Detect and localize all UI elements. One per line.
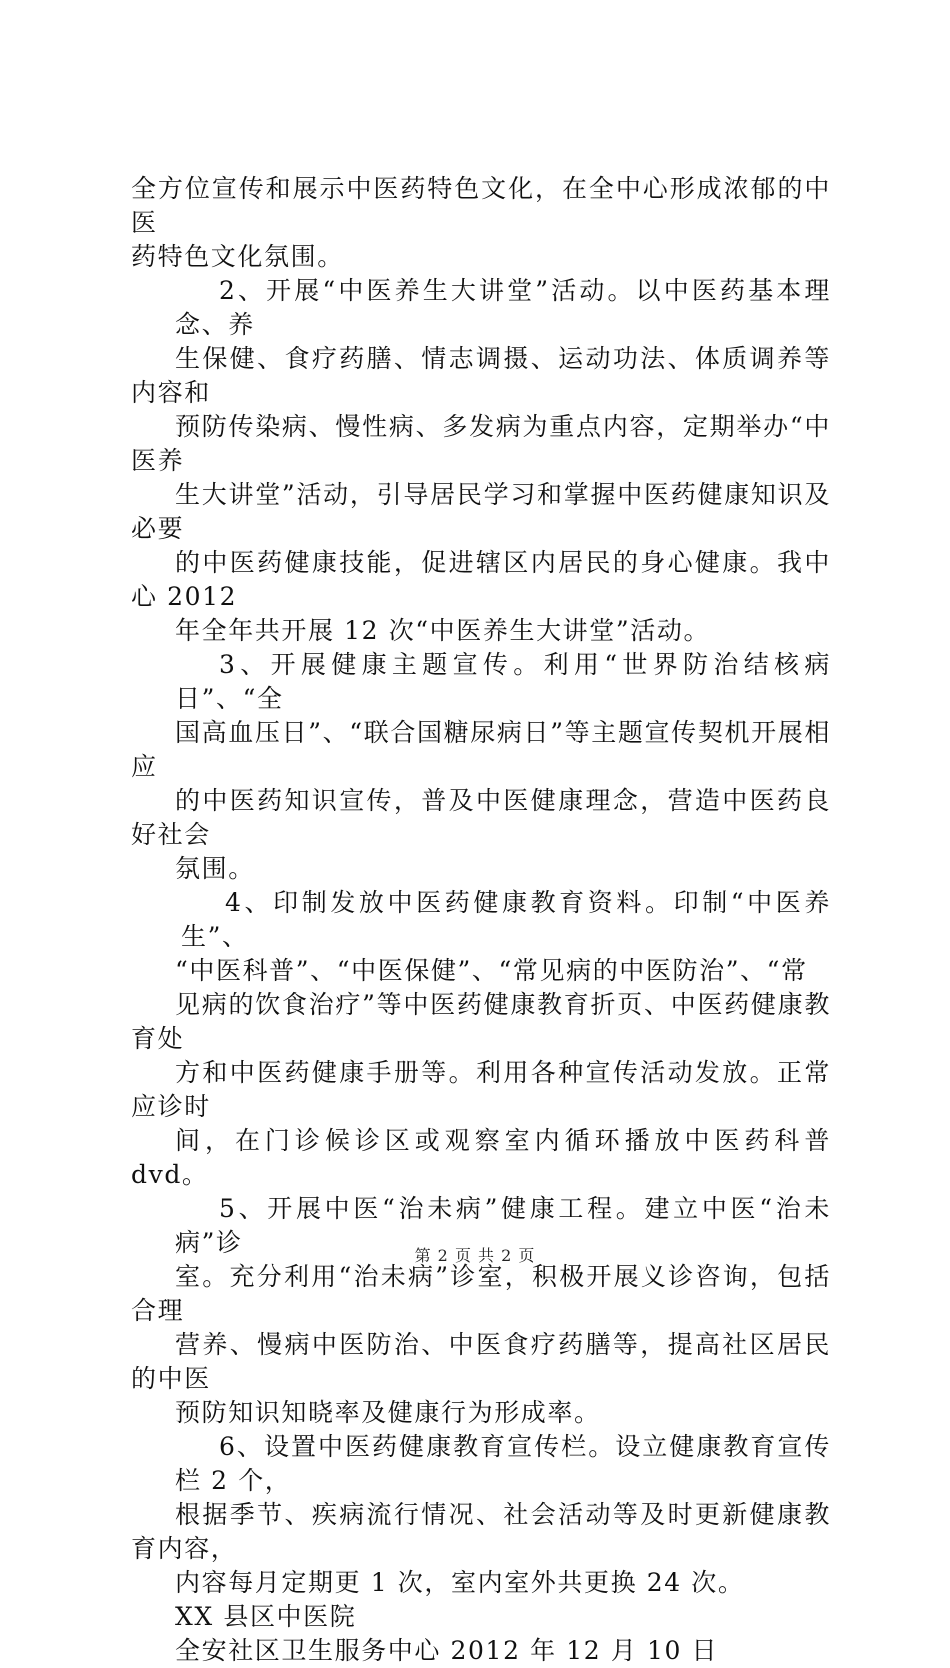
document-body bbox=[131, 172, 831, 1668]
text-line: 国高血压日”、“联合国糖尿病日”等主题宣传契机开展相应 bbox=[131, 718, 831, 781]
paragraph-item-3 bbox=[131, 648, 831, 886]
text-line: 内容每月定期更 1 次，室内室外共更换 24 次。 bbox=[175, 1568, 745, 1597]
text-line: 氛围。 bbox=[175, 854, 255, 883]
text-line: 的中医药健康技能，促进辖区内居民的身心健康。我中心 2012 bbox=[131, 548, 831, 611]
paragraph-item-2 bbox=[131, 274, 831, 648]
text-line: 4、印制发放中医药健康教育资料。印制“中医养生”、 bbox=[181, 888, 831, 951]
text-line: 室。充分利用“治未病”诊室，积极开展义诊咨询，包括合理 bbox=[131, 1262, 831, 1325]
text-line: 全方位宣传和展示中医药特色文化，在全中心形成浓郁的中医 bbox=[131, 174, 831, 237]
text-line: 预防传染病、慢性病、多发病为重点内容，定期举办“中医养 bbox=[131, 412, 831, 475]
text-line: 5、开展中医“治未病”健康工程。建立中医“治未病”诊 bbox=[175, 1194, 831, 1257]
text-line: “中医科普”、“中医保健”、“常见病的中医防治”、“常 bbox=[175, 956, 808, 985]
text-line: 预防知识知晓率及健康行为形成率。 bbox=[175, 1398, 601, 1427]
text-line: 根据季节、疾病流行情况、社会活动等及时更新健康教育内容， bbox=[131, 1500, 831, 1563]
text-line: 6、设置中医药健康教育宣传栏。设立健康教育宣传栏 2 个， bbox=[175, 1432, 831, 1495]
page-footer: 第 2 页 共 2 页 bbox=[414, 1246, 536, 1265]
paragraph-continuation bbox=[131, 172, 831, 274]
text-line: 间，在门诊候诊区或观察室内循环播放中医药科普 dvd。 bbox=[131, 1126, 831, 1189]
text-line: 方和中医药健康手册等。利用各种宣传活动发放。正常应诊时 bbox=[131, 1058, 831, 1121]
text-line: 年全年共开展 12 次“中医养生大讲堂”活动。 bbox=[175, 616, 711, 645]
paragraph-item-6 bbox=[131, 1430, 831, 1600]
text-line: 见病的饮食治疗”等中医药健康教育折页、中医药健康教育处 bbox=[131, 990, 831, 1053]
paragraph-item-5 bbox=[131, 1192, 831, 1430]
text-line: 营养、慢病中医防治、中医食疗药膳等，提高社区居民的中医 bbox=[131, 1330, 831, 1393]
text-line: 生保健、食疗药膳、情志调摄、运动功法、体质调养等内容和 bbox=[131, 344, 831, 407]
paragraph-item-4 bbox=[131, 886, 831, 1192]
text-line: 3、开展健康主题宣传。利用“世界防治结核病日”、“全 bbox=[175, 650, 831, 713]
text-line: 2、开展“中医养生大讲堂”活动。以中医药基本理念、养 bbox=[175, 276, 831, 339]
text-line: 药特色文化氛围。 bbox=[131, 242, 344, 271]
signature-organization-and-date: 全安社区卫生服务中心 2012 年 12 月 10 日 bbox=[175, 1636, 719, 1665]
text-line: 的中医药知识宣传，普及中医健康理念，营造中医药良好社会 bbox=[131, 786, 831, 849]
text-line: 生大讲堂”活动，引导居民学习和掌握中医药健康知识及必要 bbox=[131, 480, 831, 543]
signature-organization: XX 县区中医院 bbox=[175, 1602, 357, 1631]
